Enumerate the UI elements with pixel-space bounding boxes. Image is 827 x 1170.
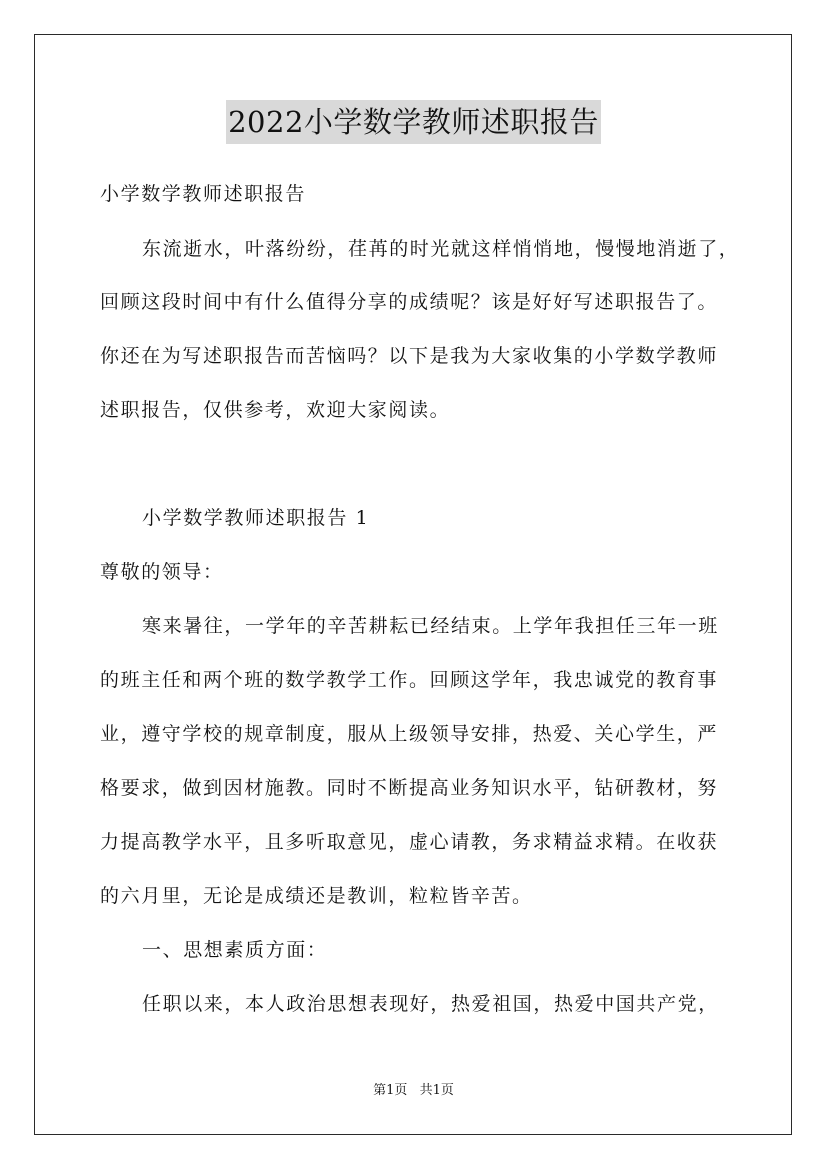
intro-line: 你还在为写述职报告而苦恼吗？以下是我为大家收集的小学数学教师: [100, 345, 719, 367]
intro-line: 东流逝水，叶落纷纷，荏苒的时光就这样悄悄地，慢慢地消逝了，: [142, 238, 740, 260]
document-subtitle: 小学数学教师述职报告: [100, 183, 307, 205]
body-line: 力提高教学水平，且多听取意见，虚心请教，务求精益求精。在收获: [100, 831, 719, 853]
page-number: 第1页: [373, 1083, 408, 1098]
salutation: 尊敬的领导：: [100, 561, 224, 583]
section-heading: 小学数学教师述职报告 1: [142, 507, 370, 529]
title-container: [0, 100, 827, 144]
body-line: 格要求，做到因材施教。同时不断提高业务知识水平，钻研教材，努: [100, 777, 719, 799]
intro-line: 述职报告，仅供参考，欢迎大家阅读。: [100, 399, 451, 421]
body-line: 业，遵守学校的规章制度，服从上级领导安排，热爱、关心学生，严: [100, 723, 719, 745]
body-line: 寒来暑往，一学年的辛苦耕耘已经结束。上学年我担任三年一班: [142, 615, 719, 637]
document-title: 2022小学数学教师述职报告: [226, 100, 601, 144]
page-total: 共1页: [419, 1083, 454, 1098]
point-heading: 一、思想素质方面：: [142, 939, 328, 961]
body-line: 的六月里，无论是成绩还是教训，粒粒皆辛苦。: [100, 885, 533, 907]
intro-line: 回顾这段时间中有什么值得分享的成绩呢？该是好好写述职报告了。: [100, 291, 719, 313]
body-line: 的班主任和两个班的数学教学工作。回顾这学年，我忠诚党的教育事: [100, 669, 719, 691]
page-footer: [0, 1082, 827, 1100]
point-text: 任职以来，本人政治思想表现好，热爱祖国，热爱中国共产党，: [142, 993, 719, 1015]
